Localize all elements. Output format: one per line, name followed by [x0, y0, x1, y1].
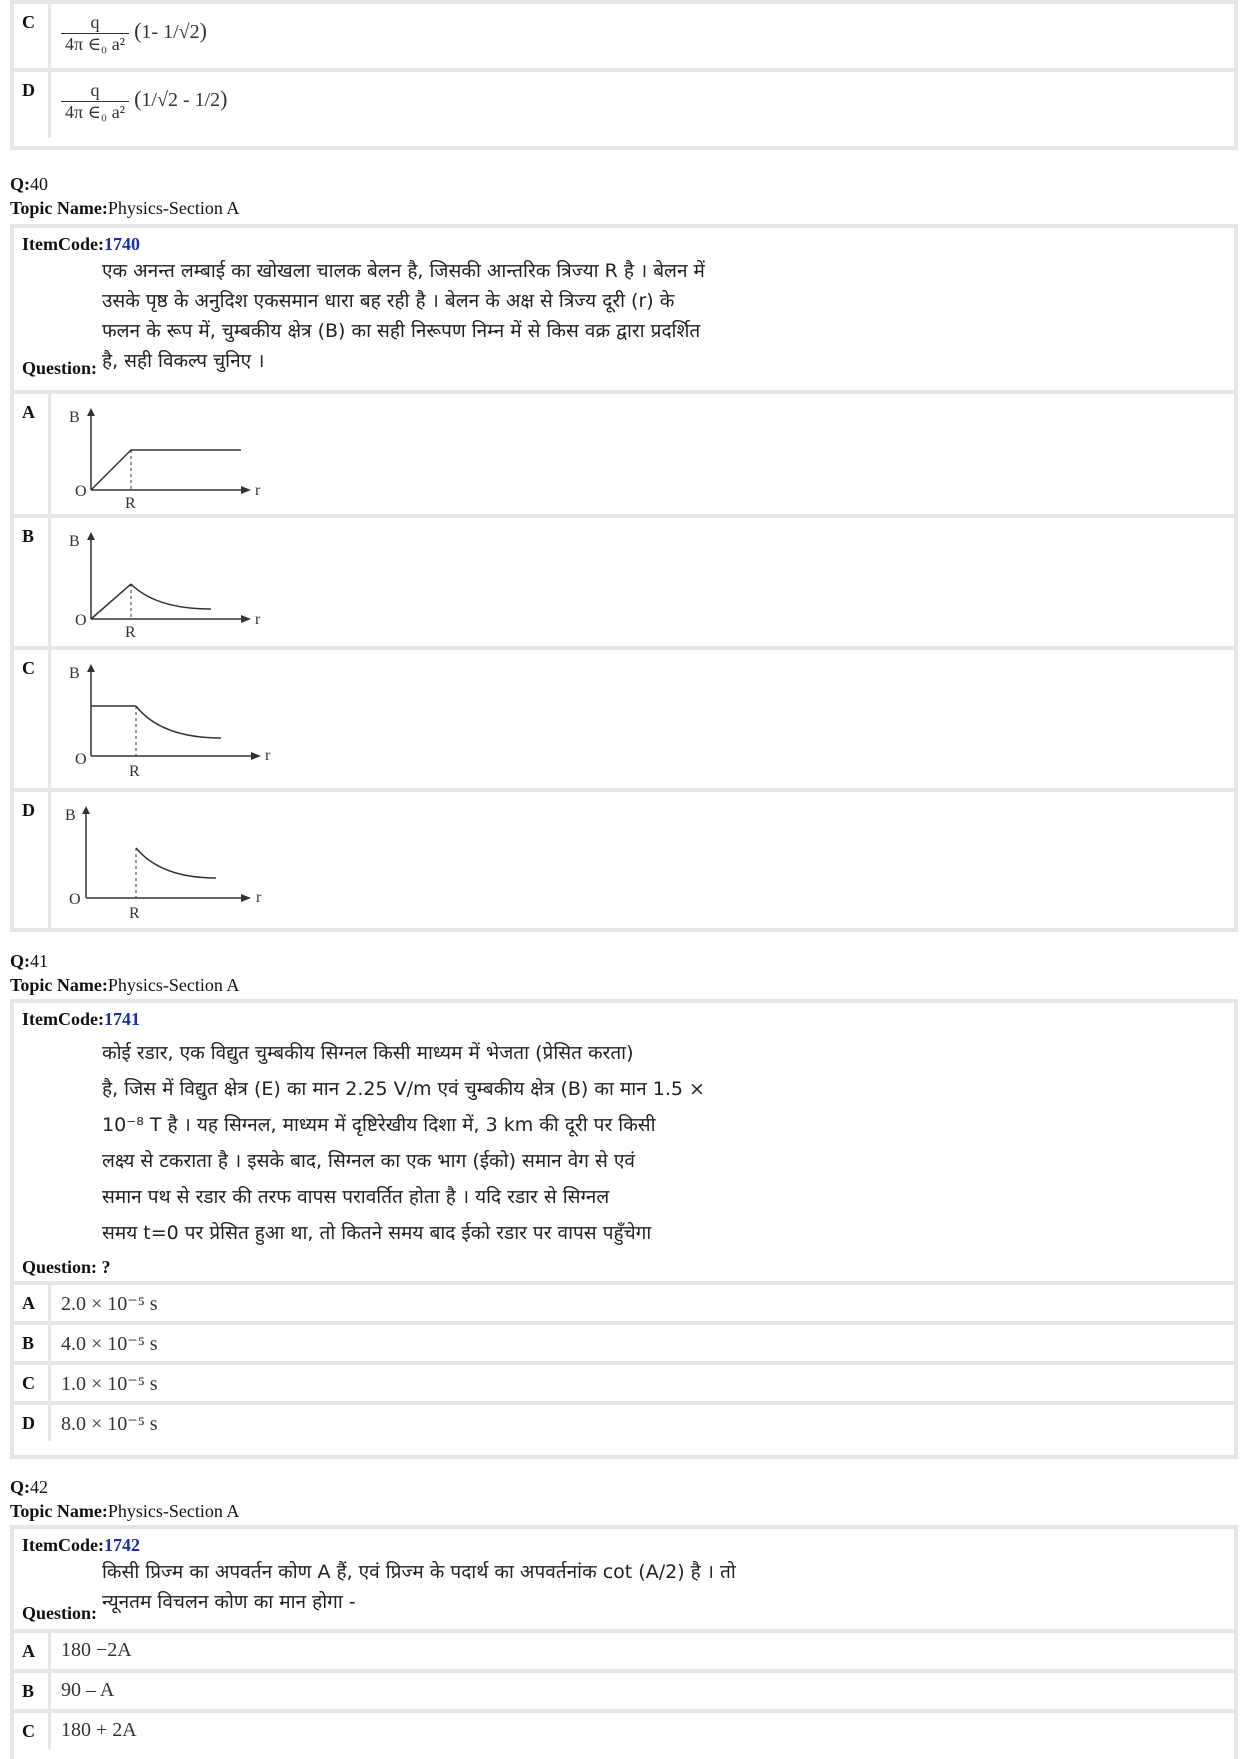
- svg-text:O: O: [75, 483, 87, 500]
- svg-text:R: R: [125, 624, 136, 639]
- q42-option-a[interactable]: A 180 −2A: [14, 1633, 1234, 1673]
- option-content: $\frac{q}{\text{4π ∈₀ a²}}$ (1- 1/√2): [51, 4, 1234, 68]
- svg-text:R: R: [125, 495, 136, 510]
- svg-text:R: R: [129, 763, 140, 780]
- q40-option-b[interactable]: B B O R r: [14, 518, 1234, 650]
- svg-text:r: r: [265, 747, 271, 764]
- option-content: $\frac{q}{\text{4π ∈₀ a²}}$ (1/√2 - 1/2): [51, 72, 1234, 138]
- q41-option-c[interactable]: C 1.0 × 10⁻⁵ s: [14, 1365, 1234, 1405]
- option-letter: D: [14, 72, 51, 138]
- option-letter: C: [14, 4, 51, 68]
- graph-d: [61, 798, 291, 923]
- q39-options: [10, 0, 1238, 150]
- svg-text:O: O: [75, 751, 87, 768]
- q41-option-a[interactable]: A 2.0 × 10⁻⁵ s: [14, 1285, 1234, 1325]
- question-text: किसी प्रिज्म का अपवर्तन कोण A हैं, एवं प्रिज्म के पदार्थ का अपवर्तनांक cot (A/2) है । तो न्यूनतम विचलन कोण का मान होगा -: [102, 1561, 736, 1613]
- svg-text:r: r: [255, 482, 261, 499]
- item-code: 1742: [103, 1535, 140, 1555]
- svg-text:O: O: [69, 891, 81, 908]
- q42-box: [10, 1525, 1238, 1759]
- svg-text:B: B: [69, 665, 80, 682]
- q40-header: Q:40 Topic Name:Physics-Section A: [10, 174, 240, 218]
- q40-option-d[interactable]: D B O R r: [14, 792, 1234, 930]
- q42-question-cell: ItemCode:1742 किसी प्रिज्म का अपवर्तन कोण A हैं, एवं प्रिज्म के पदार्थ का अपवर्तनांक cot (A/2) है । तो न्यूनतम विचलन कोण का मान होगा - Question:: [14, 1529, 1234, 1633]
- question-text: एक अनन्त लम्बाई का खोखला चालक बेलन है, जिसकी आन्तरिक त्रिज्या R है । बेलन में उसके पृष्ठ के अनुदिश एकसमान धारा बह रही है । बेलन के अक्ष से त्रिज्य दूरी (r) के फलन के रूप में, चुम्बकीय क्षेत्र (B) का सही निरूपण निम्न में से किस वक्र द्वारा प्रदर्शित है, सही विकल्प चुनिए ।: [102, 260, 705, 372]
- q42-option-b[interactable]: B 90 – A: [14, 1673, 1234, 1713]
- question-text: कोई रडार, एक विद्युत चुम्बकीय सिग्नल किसी माध्यम में भेजता (प्रेसित करता) है, जिस में विद्युत क्षेत्र (E) का मान 2.25 V/m एवं चुम्बकीय क्षेत्र (B) का मान 1.5 × 10⁻⁸ T है । यह सिग्नल, माध्यम में दृष्टिरेखीय दिशा में, 3 km की दूरी पर किसी लक्ष्य से टकराता है । इसके बाद, सिग्नल का एक भाग (ईको) समान वेग से एवं समान पथ से रडार की तरफ वापस परावर्तित होता है । यदि रडार से सिग्नल समय t=0 पर प्रेसित हुआ था, तो कितने समय बाद ईको रडार पर वापस पहुँचेगा: [102, 1042, 705, 1244]
- q40-question-cell: ItemCode:1740 एक अनन्त लम्बाई का खोखला चालक बेलन है, जिसकी आन्तरिक त्रिज्या R है । बेलन में उसके पृष्ठ के अनुदिश एकसमान धारा बह रही है । बेलन के अक्ष से त्रिज्य दूरी (r) के फलन के रूप में, चुम्बकीय क्षेत्र (B) का सही निरूपण निम्न में से किस वक्र द्वारा प्रदर्शित है, सही विकल्प चुनिए । Question:: [14, 228, 1234, 394]
- svg-text:r: r: [256, 889, 262, 906]
- q40-option-a[interactable]: A B O R r: [14, 394, 1234, 518]
- q41-option-b[interactable]: B 4.0 × 10⁻⁵ s: [14, 1325, 1234, 1365]
- q40-box: [10, 224, 1238, 932]
- q40-option-c[interactable]: C B O R r: [14, 650, 1234, 792]
- svg-text:O: O: [75, 612, 87, 629]
- q39-option-d[interactable]: [14, 72, 1234, 138]
- graph-c: [61, 656, 291, 781]
- fraction: $\frac{q}{\text{4π ∈₀ a²}}$: [61, 80, 129, 123]
- svg-text:B: B: [69, 409, 80, 426]
- svg-text:B: B: [69, 533, 80, 550]
- item-code: 1741: [103, 1009, 140, 1029]
- q42-option-c[interactable]: C 180 + 2A: [14, 1713, 1234, 1749]
- q41-header: Q:41 Topic Name:Physics-Section A: [10, 951, 240, 995]
- q41-box: [10, 999, 1238, 1459]
- svg-text:R: R: [129, 905, 140, 922]
- q42-header: Q:42 Topic Name:Physics-Section A: [10, 1477, 240, 1521]
- q41-question-cell: ItemCode:1741 कोई रडार, एक विद्युत चुम्बकीय सिग्नल किसी माध्यम में भेजता (प्रेसित करता) है, जिस में विद्युत क्षेत्र (E) का मान 2.25 V/m एवं चुम्बकीय क्षेत्र (B) का मान 1.5 × 10⁻⁸ T है । यह सिग्नल, माध्यम में दृष्टिरेखीय दिशा में, 3 km की दूरी पर किसी लक्ष्य से टकराता है । इसके बाद, सिग्नल का एक भाग (ईको) समान वेग से एवं समान पथ से रडार की तरफ वापस परावर्तित होता है । यदि रडार से सिग्नल समय t=0 पर प्रेसित हुआ था, तो कितने समय बाद ईको रडार पर वापस पहुँचेगा Question: ?: [14, 1003, 1234, 1285]
- graph-b: [61, 524, 281, 639]
- q41-option-d[interactable]: D 8.0 × 10⁻⁵ s: [14, 1405, 1234, 1441]
- fraction: $\frac{q}{\text{4π ∈₀ a²}}$: [61, 12, 129, 55]
- svg-text:r: r: [255, 611, 261, 628]
- svg-text:B: B: [65, 807, 76, 824]
- item-code: 1740: [103, 234, 140, 254]
- graph-a: [61, 400, 281, 510]
- q39-option-c[interactable]: [14, 4, 1234, 72]
